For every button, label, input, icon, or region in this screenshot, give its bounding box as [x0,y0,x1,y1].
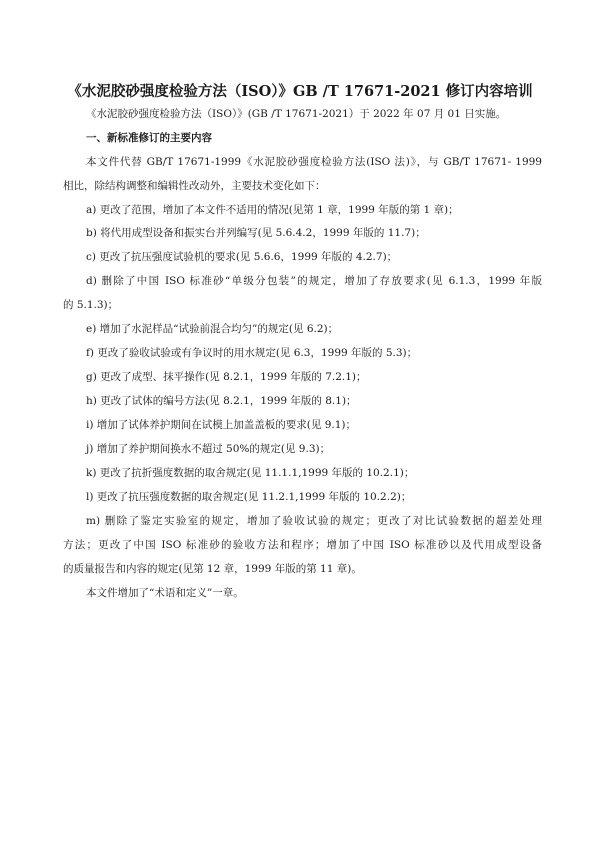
change-item-k: k) 更改了抗折强度数据的取舍规定(见 11.1.1,1999 年版的 10.2.1)； [86,467,415,479]
change-item-d: d) 删除了中国 ISO 标准砂“单级分包装”的规定，增加了存放要求(见 6.1.3，1999 年版 [86,275,542,287]
document-title: 《水泥胶砂强度检验方法（ISO）》GB /T 17671-2021 修订内容培训 [67,83,533,100]
paragraph-line: 本文件代替 GB/T 17671-1999《水泥胶砂强度检验方法(ISO 法)》，与 GB/T 17671- 1999 [86,156,542,168]
intro-text: 《水泥胶砂强度检验方法（ISO）》(GB /T 17671-2021）于 2022 年 07 月 01 日实施。 [86,108,507,120]
change-item-d-continuation: 的 5.1.3)； [63,299,119,311]
paragraph-line: 相比，除结构调整和编辑性改动外，主要技术变化如下： [63,180,326,192]
change-item-b: b) 将代用成型设备和振实台并列编写(见 5.6.4.2，1999 年版的 11.7)； [86,227,426,239]
change-item-j: j) 增加了养护期间换水不超过 50%的规定(见 9.3)； [86,443,331,455]
section-heading: 一、新标准修订的主要内容 [86,132,212,144]
change-item-h: h) 更改了试体的编号方法(见 8.2.1，1999 年版的 8.1)； [86,395,357,407]
change-item-e: e) 增加了水泥样品“试验前混合均匀”的规定(见 6.2)； [86,323,339,335]
change-item-f: f) 更改了验收试验或有争议时的用水规定(见 6.3，1999 年版的 5.3)； [86,347,418,359]
change-item-c: c) 更改了抗压强度试验机的要求(见 5.6.6，1999 年版的 4.2.7)； [86,251,398,263]
change-item-m-continuation: 的质量报告和内容的规定(见第 12 章，1999 年版的第 11 章)。 [63,563,362,575]
change-item-m: m) 删除了鉴定实验室的规定，增加了验收试验的规定；更改了对比试验数据的超差处理 [86,515,542,527]
change-item-l: l) 更改了抗压强度数据的取舍规定(见 11.2.1,1999 年版的 10.2.2)； [86,491,412,503]
change-item-m-continuation: 方法；更改了中国 ISO 标准砂的验收方法和程序；增加了中国 ISO 标准砂以及代用成型设备 [63,539,542,551]
change-item-i: i) 增加了试体养护期间在试模上加盖盖板的要求(见 9.1)； [86,419,357,431]
closing-text: 本文件增加了“术语和定义”一章。 [86,587,244,599]
change-item-a: a) 更改了范围，增加了本文件不适用的情况(见第 1 章，1999 年版的第 1 章)； [86,204,459,216]
change-item-g: g) 更改了成型、抹平操作(见 8.2.1，1999 年版的 7.2.1)； [86,371,367,383]
